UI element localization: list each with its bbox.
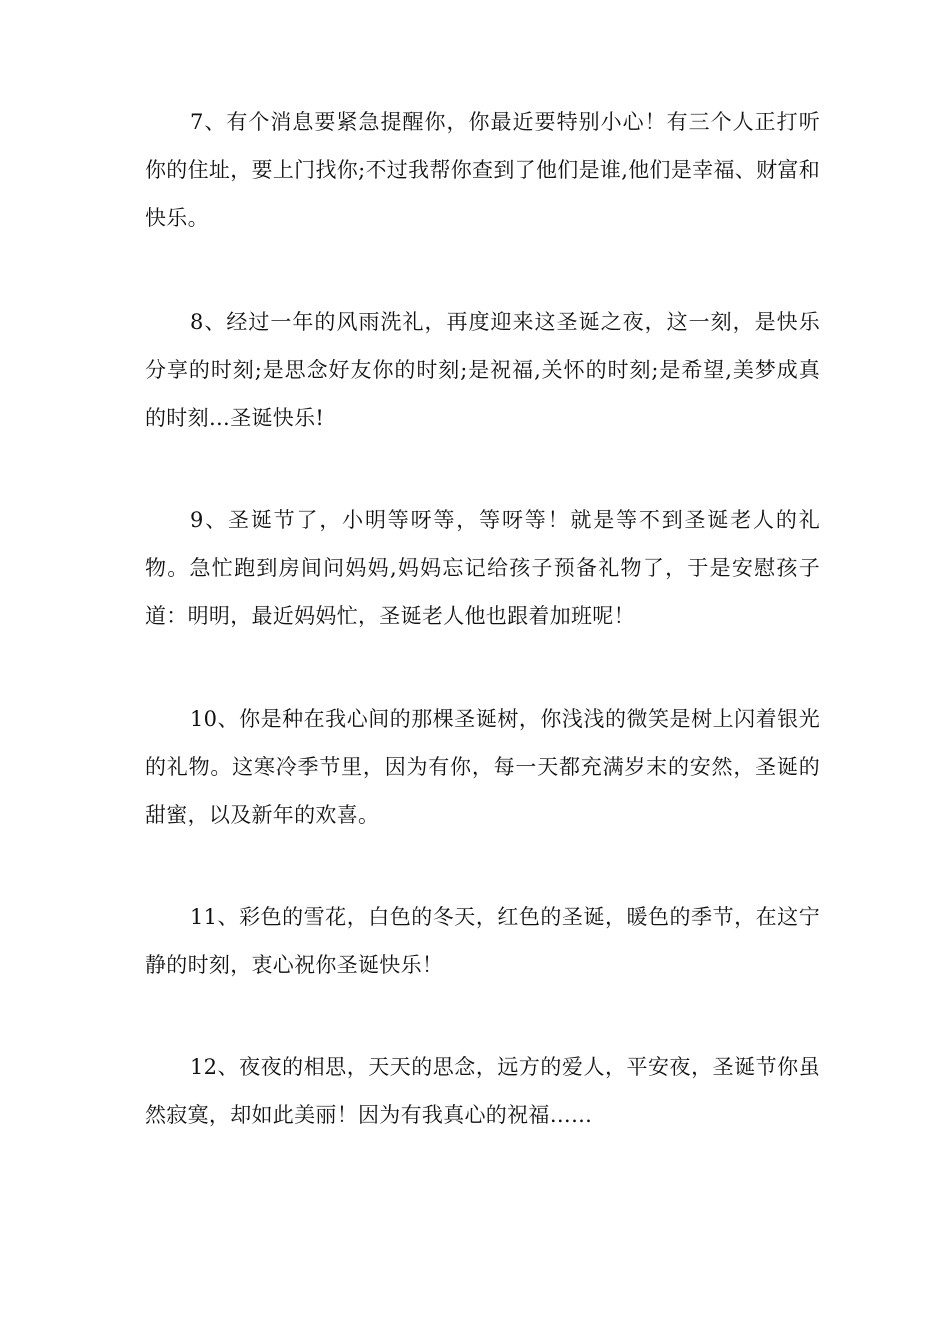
paragraph-9: 9、圣诞节了，小明等呀等，等呀等！就是等不到圣诞老人的礼物。急忙跑到房间问妈妈,妈妈忘记给孩子预备礼物了，于是安慰孩子道：明明，最近妈妈忙，圣诞老人他也跟着加班呢！ [145, 508, 820, 628]
paragraph-12: 12、夜夜的相思，天天的思念，远方的爱人，平安夜，圣诞节你虽然寂寞，却如此美丽！因为有我真心的祝福…… [145, 1055, 820, 1127]
paragraph-7: 7、有个消息要紧急提醒你，你最近要特别小心！有三个人正打听你的住址，要上门找你;不过我帮你查到了他们是谁,他们是幸福、财富和快乐。 [145, 110, 820, 230]
paragraph-8: 8、经过一年的风雨洗礼，再度迎来这圣诞之夜，这一刻，是快乐分享的时刻;是思念好友你的时刻;是祝福,关怀的时刻;是希望,美梦成真的时刻…圣诞快乐! [145, 310, 820, 430]
paragraph-10: 10、你是种在我心间的那棵圣诞树，你浅浅的微笑是树上闪着银光的礼物。这寒冷季节里，因为有你，每一天都充满岁末的安然，圣诞的甜蜜，以及新年的欢喜。 [145, 707, 820, 827]
paragraph-11: 11、彩色的雪花，白色的冬天，红色的圣诞，暖色的季节，在这宁静的时刻，衷心祝你圣诞快乐！ [145, 905, 820, 977]
